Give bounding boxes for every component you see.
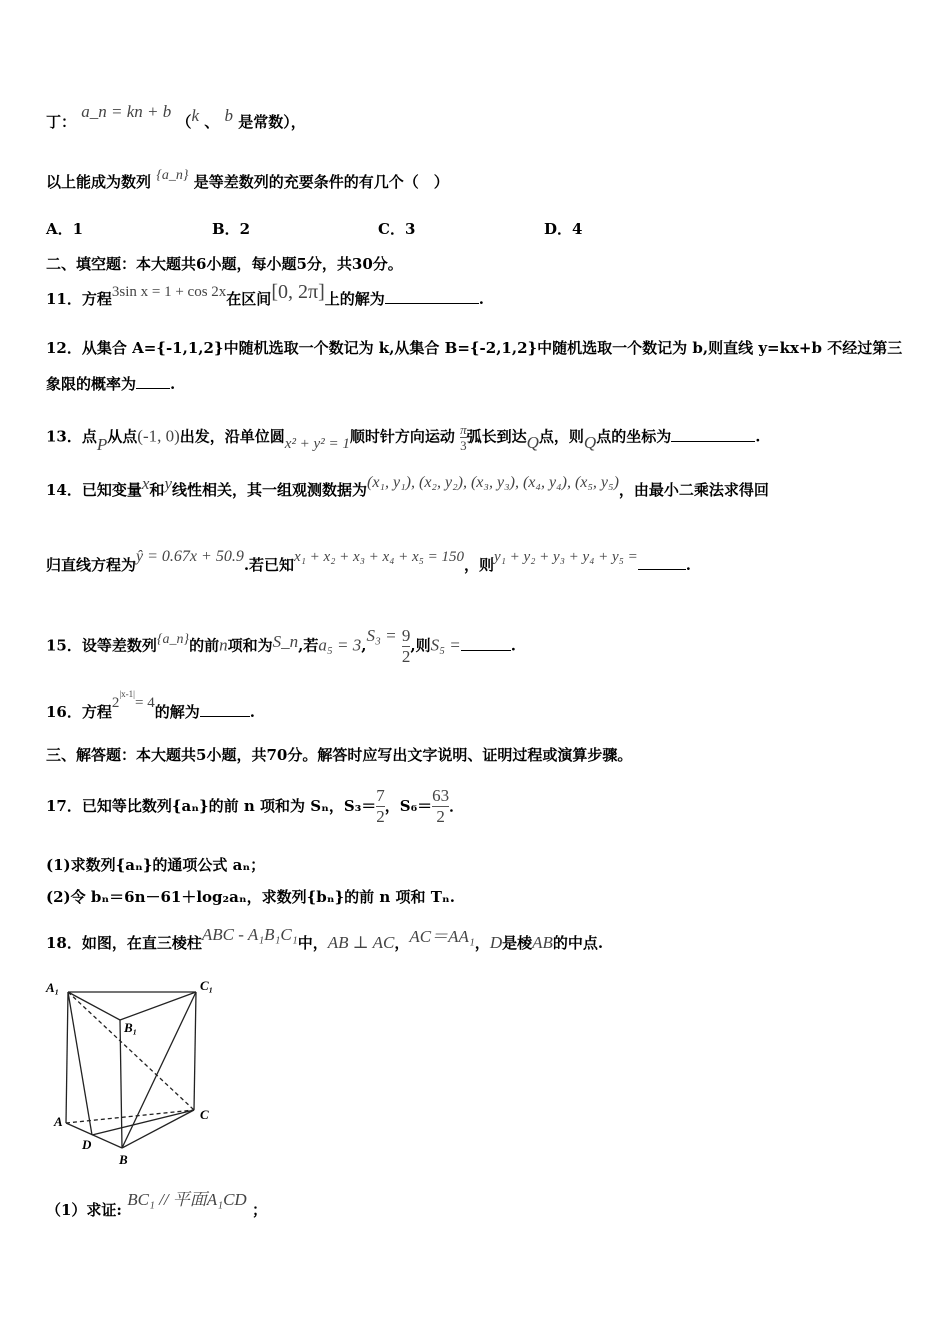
- q17-s3-den: 2: [376, 806, 385, 826]
- ding-tail: 是常数），: [238, 113, 306, 131]
- q10-stem: [46, 168, 449, 194]
- q15-blank: [461, 636, 511, 651]
- edge-CC1: [194, 992, 196, 1110]
- q16: [46, 689, 255, 723]
- q10-suffix: 是等差数列的充要条件的有几个（ ）: [193, 173, 449, 191]
- q15-comma: ,: [361, 636, 367, 655]
- prism-figure: [44, 978, 230, 1170]
- option-c: C．3: [378, 220, 416, 238]
- q13-num: 13．点: [46, 427, 97, 446]
- edge-BC: [122, 1110, 194, 1148]
- q18-part1-label: （1）求证:: [46, 1201, 122, 1219]
- q15: [46, 626, 516, 667]
- option-a: A．1: [46, 220, 84, 238]
- q13-P: P: [96, 434, 108, 454]
- q11-mid: 在区间: [226, 290, 272, 308]
- q17-text: 17．已知等比数列{aₙ}的前 n 项和为 Sₙ，S₃＝: [46, 797, 377, 815]
- q10-seq: {a_n}: [156, 168, 189, 183]
- q14-num: 14．已知变量: [46, 481, 142, 499]
- q15-S5: S₅ =: [430, 635, 461, 655]
- q13-from: 从点: [107, 427, 138, 446]
- q14-sumx: x₁ + x₂ + x₃ + x₄ + x₅ = 150: [294, 549, 465, 565]
- q14-line1: [46, 474, 769, 501]
- q17-part1: (1)求数列{aₙ}的通项公式 aₙ；: [46, 856, 266, 874]
- option-b: B．2: [212, 220, 251, 238]
- q18-part1-end: ；: [251, 1201, 267, 1219]
- q17: [46, 782, 464, 830]
- label-A1: A₁: [46, 980, 60, 995]
- q15-mid1: 的前: [189, 636, 220, 655]
- q18-part1-stmt: BC₁ // 平面A₁CD: [127, 1190, 247, 1209]
- q18-prism: ABC - A₁B₁C₁: [201, 925, 298, 944]
- q10-prefix: 以上能成为数列: [46, 173, 152, 191]
- q13-arc-den: 3: [460, 438, 467, 453]
- q17-part2: (2)令 bₙ＝6n－61＋log₂aₙ，求数列{bₙ}的前 n 项和 Tₙ.: [46, 888, 455, 906]
- edge-AB: [66, 1123, 122, 1148]
- q11-eq: 3sin x = 1 + cos 2x: [111, 284, 227, 300]
- q17-s6-num: 63: [432, 785, 450, 805]
- q14-line2: [46, 548, 692, 576]
- q18-D: D: [489, 933, 503, 952]
- q12-end: .: [170, 375, 176, 393]
- edge-A1D: [68, 992, 92, 1135]
- q15-mid3: ,若: [298, 636, 319, 655]
- q14-blank: [638, 555, 686, 570]
- q13-blank: [671, 427, 755, 442]
- q15-Sn: S_n: [272, 631, 299, 651]
- q16-eq: = 4: [134, 695, 155, 711]
- q14-and: 和: [149, 481, 165, 499]
- q16-exp: |x-1|: [119, 689, 135, 699]
- q16-tail: 的解为: [154, 703, 200, 721]
- q13-Q: Q: [526, 432, 539, 452]
- q15-mid4: ,则: [410, 636, 431, 655]
- q11-blank: [385, 289, 479, 304]
- q15-num: 15．设等差数列: [46, 636, 157, 655]
- q11-tail: 上的解为: [324, 290, 385, 308]
- q11: [46, 281, 484, 310]
- ding-formula: a_n = kn + b: [81, 102, 172, 121]
- edge-BB1: [120, 1020, 122, 1148]
- ding-sep: 、: [204, 113, 220, 131]
- q14-x: x: [141, 474, 150, 493]
- q11-interval: [0, 2π]: [271, 281, 325, 303]
- q17-s3-num: 7: [376, 785, 385, 805]
- q15-s3-den: 2: [401, 647, 411, 666]
- q13: [46, 422, 760, 453]
- edge-AC: [66, 1110, 194, 1123]
- q11-end: .: [478, 290, 484, 308]
- q17-mid: ，S₆＝: [384, 797, 433, 815]
- edge-DC: [92, 1110, 194, 1135]
- section3-heading: 三、解答题：本大题共5小题，共70分。解答时应写出文字说明、证明过程或演算步骤。: [46, 746, 633, 764]
- label-A: A: [54, 1114, 63, 1129]
- ding-label: 丁：: [46, 113, 77, 131]
- q15-mid2: 项和为: [227, 636, 273, 655]
- edge-AA1: [66, 992, 68, 1123]
- q13-arc-num: π: [460, 422, 467, 437]
- q14-tail: ，由最小二乘法求得回: [618, 481, 769, 499]
- q18-mid1: 中，: [297, 934, 328, 952]
- q13-circle: x² + y² = 1: [284, 435, 350, 452]
- q17-s3-frac: [376, 786, 385, 827]
- ding-b: b: [224, 106, 234, 125]
- edge-A1C: [68, 992, 194, 1110]
- label-C1: C₁: [200, 978, 214, 993]
- q18-eq: AC＝AA₁: [409, 927, 475, 946]
- label-D: D: [82, 1137, 92, 1152]
- q18-part1: [46, 1190, 267, 1220]
- q14-end: .: [685, 556, 692, 574]
- q16-end: .: [249, 703, 255, 721]
- q15-a5: a₅ = 3: [318, 635, 362, 655]
- q14-data: (x₁, y₁), (x₂, y₂), (x₃, y₃), (x₄, y₄), (x₅, y₅): [367, 474, 619, 491]
- q16-num: 16．方程: [46, 703, 112, 721]
- label-B1: B₁: [124, 1020, 138, 1035]
- q14-mid: 线性相关，其一组观测数据为: [171, 481, 367, 499]
- q13-mid3: 弧长到达: [466, 427, 527, 446]
- section2-heading: 二、填空题：本大题共6小题，每小题5分，共30分。: [46, 255, 403, 273]
- q13-mid1: 出发，沿单位圆: [179, 427, 285, 446]
- q14-line2-c: ，则: [464, 556, 495, 574]
- q15-s3-num: 9: [401, 626, 411, 645]
- q15-n: n: [219, 635, 228, 655]
- line-ding: [46, 102, 306, 132]
- q15-seq: {a_n}: [156, 631, 190, 647]
- q13-Q2: Q: [583, 432, 597, 452]
- ding-k: k: [191, 106, 200, 125]
- q13-mid4: 点，则: [538, 427, 584, 446]
- q11-num: 11．方程: [46, 290, 112, 308]
- q14-line2-b: .若已知: [243, 556, 295, 574]
- q13-point: (-1, 0): [137, 426, 180, 446]
- q13-end: .: [755, 427, 761, 446]
- q15-end: .: [510, 636, 516, 655]
- q18-AB: AB: [532, 933, 553, 952]
- q14-sumy: y₁ + y₂ + y₃ + y₄ + y₅ =: [494, 549, 638, 565]
- q15-S3: S₃ =: [366, 625, 397, 645]
- q12-line1: 12．从集合 A={-1,1,2}中随机选取一个数记为 k,从集合 B={-2,1,2}中随机选取一个数记为 b,则直线 y=kx+b 不经过第三: [46, 339, 903, 357]
- q18-num: 18．如图，在直三棱柱: [46, 934, 202, 952]
- q16-base: 2: [111, 695, 120, 711]
- q14-line2-a: 归直线方程为: [46, 556, 137, 574]
- q14-reg: ŷ = 0.67x + 50.9: [136, 548, 244, 565]
- q18-tail: 的中点.: [552, 934, 604, 952]
- q18-comma1: ，: [394, 934, 410, 952]
- label-B: B: [119, 1152, 128, 1167]
- q13-mid2: 顺时针方向运动: [349, 427, 455, 446]
- q14-y: y: [164, 474, 172, 493]
- q18-comma2: ，: [474, 934, 490, 952]
- q18-mid2: 是棱: [502, 934, 533, 952]
- label-C: C: [200, 1107, 209, 1122]
- q12-line2-text: 象限的概率为: [46, 375, 137, 393]
- q12-line2: [46, 374, 175, 394]
- q17-end: ．: [449, 797, 465, 815]
- q17-s6-den: 2: [436, 806, 445, 826]
- ding-paren: （: [176, 113, 192, 131]
- q13-tail: 点的坐标为: [596, 427, 672, 446]
- q10-options: [46, 219, 710, 239]
- q12-blank: [136, 374, 170, 389]
- option-d: D．4: [544, 220, 583, 238]
- q18: [46, 925, 604, 953]
- q16-blank: [200, 702, 250, 717]
- q18-perp: AB ⊥ AC: [327, 933, 395, 952]
- q17-s6-frac: [432, 786, 449, 827]
